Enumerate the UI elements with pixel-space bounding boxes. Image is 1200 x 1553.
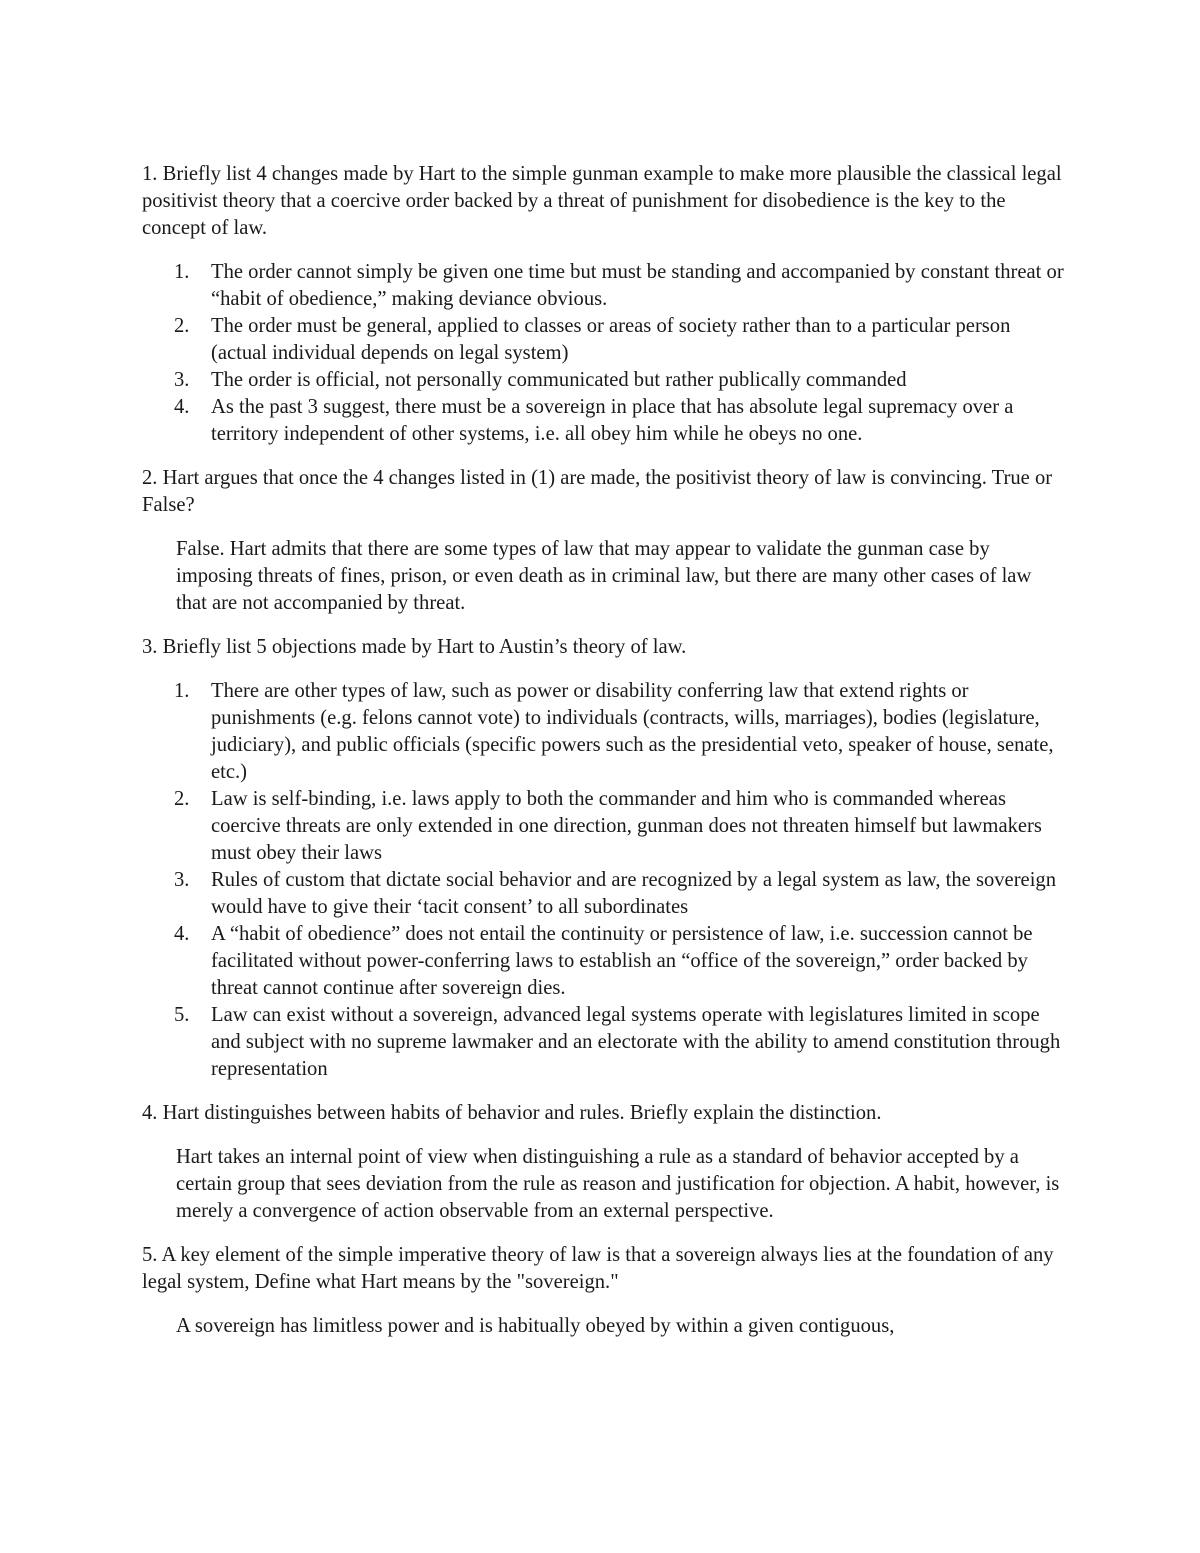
list-item-text: Law is self-binding, i.e. laws apply to both the commander and him who is commanded whereas coercive threats are only extended in one direction, gunman does not threaten himself but lawmakers must obey their laws [211, 788, 1042, 864]
list-item-text: Law can exist without a sovereign, advanced legal systems operate with legislatures limited in scope and subject with no supreme lawmaker and an electorate with the ability to amend constitution through representation [211, 1004, 1061, 1080]
list-number: 2. [174, 315, 190, 337]
question-5: 5. A key element of the simple imperative theory of law is that a sovereign always lies at the foundation of any legal system, Define what Hart means by the "sovereign." [142, 1244, 1054, 1293]
list-number: 5. [174, 1004, 190, 1026]
list-item-text: The order cannot simply be given one time but must be standing and accompanied by constant threat or “habit of obedience,” making deviance obvious. [211, 261, 1064, 310]
question-3: 3. Briefly list 5 objections made by Hart to Austin’s theory of law. [142, 636, 687, 658]
q1-answer-list [142, 259, 1067, 448]
list-item [142, 678, 1067, 786]
list-number: 1. [174, 680, 190, 702]
list-item-text: The order is official, not personally communicated but rather publically commanded [211, 369, 907, 391]
list-number: 2. [174, 788, 190, 810]
list-item [142, 313, 1067, 367]
document-body [142, 161, 1067, 1357]
list-item [142, 1002, 1067, 1083]
list-item [142, 921, 1067, 1002]
list-number: 1. [174, 261, 190, 283]
list-number: 4. [174, 396, 190, 418]
list-number: 3. [174, 869, 190, 891]
answer-2: False. Hart admits that there are some types of law that may appear to validate the gunman case by imposing threats of fines, prison, or even death as in criminal law, but there are many other cases of law that are not accompanied by threat. [176, 538, 1032, 614]
list-item [142, 259, 1067, 313]
list-item-text: The order must be general, applied to classes or areas of society rather than to a particular person (actual individual depends on legal system) [211, 315, 1011, 364]
answer-4: Hart takes an internal point of view when distinguishing a rule as a standard of behavior accepted by a certain group that sees deviation from the rule as reason and justification for objection. A habit, however, is merely a convergence of action observable from an external perspective. [176, 1146, 1060, 1222]
list-number: 4. [174, 923, 190, 945]
q3-answer-list [142, 678, 1067, 1083]
list-item [142, 867, 1067, 921]
question-2: 2. Hart argues that once the 4 changes listed in (1) are made, the positivist theory of law is convincing. True or False? [142, 467, 1053, 516]
list-item [142, 786, 1067, 867]
question-4: 4. Hart distinguishes between habits of behavior and rules. Briefly explain the distinction. [142, 1102, 882, 1124]
list-item [142, 394, 1067, 448]
question-1: 1. Briefly list 4 changes made by Hart to the simple gunman example to make more plausible the classical legal positivist theory that a coercive order backed by a threat of punishment for disobedience is the key to the concept of law. [142, 163, 1062, 239]
list-item-text: A “habit of obedience” does not entail the continuity or persistence of law, i.e. succession cannot be facilitated without power-conferring laws to establish an “office of the sovereign,” order backed by threat cannot continue after sovereign dies. [211, 923, 1033, 999]
list-item-text: There are other types of law, such as power or disability conferring law that extend rights or punishments (e.g. felons cannot vote) to individuals (contracts, wills, marriages), bodies (legislature, judiciary), and public officials (specific powers such as the presidential veto, speaker of house, senate, etc.) [211, 680, 1054, 783]
answer-5: A sovereign has limitless power and is habitually obeyed by within a given contiguous, [176, 1315, 895, 1337]
list-number: 3. [174, 369, 190, 391]
list-item-text: As the past 3 suggest, there must be a sovereign in place that has absolute legal supremacy over a territory independent of other systems, i.e. all obey him while he obeys no one. [211, 396, 1014, 445]
list-item-text: Rules of custom that dictate social behavior and are recognized by a legal system as law, the sovereign would have to give their ‘tacit consent’ to all subordinates [211, 869, 1057, 918]
list-item [142, 367, 1067, 394]
